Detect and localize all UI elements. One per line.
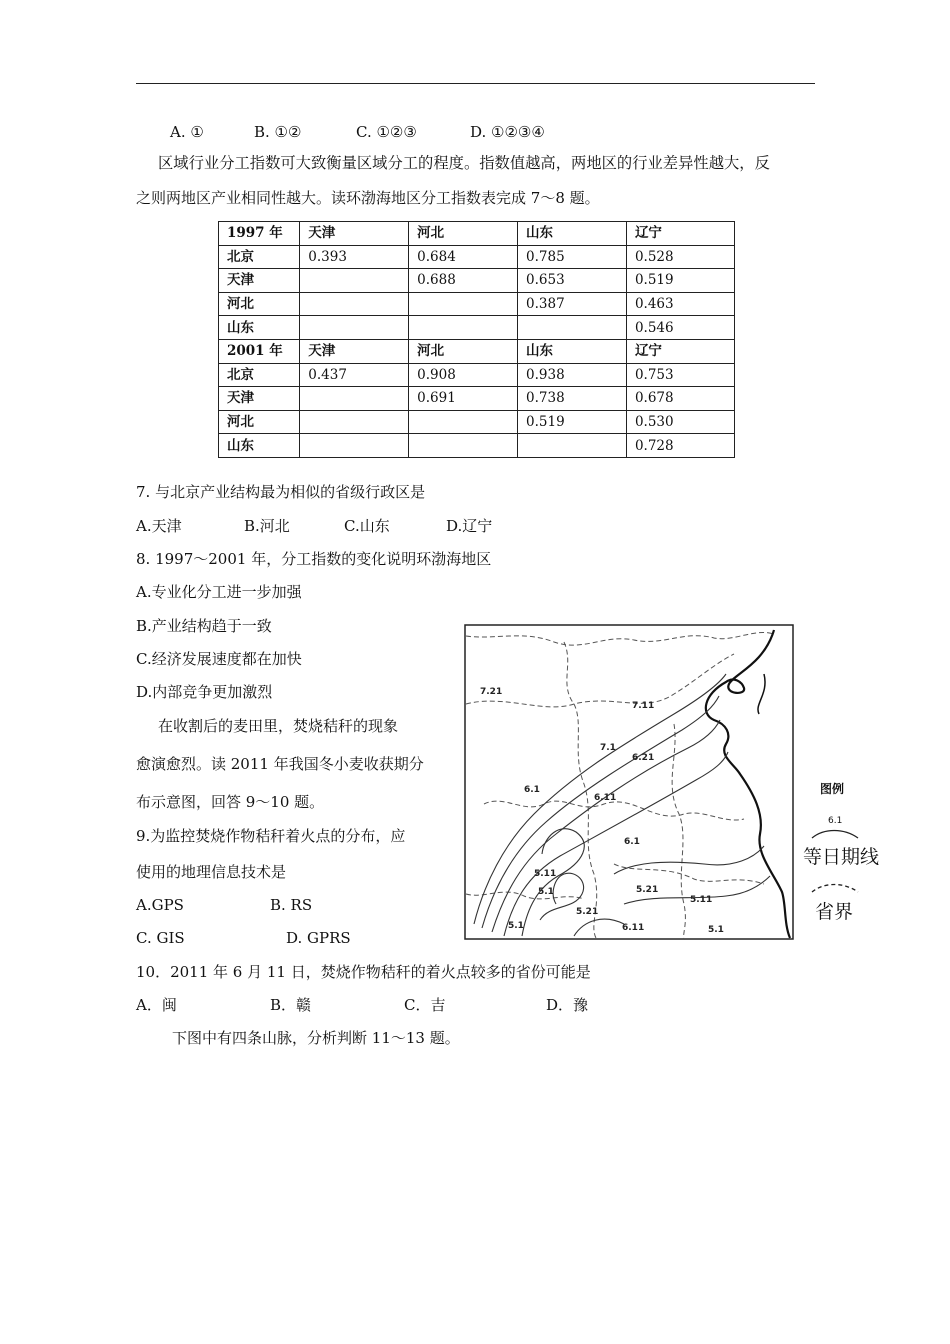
- q7-option-d: D.辽宁: [446, 517, 493, 535]
- table-cell: [409, 292, 518, 316]
- map-label-5: 6.1: [524, 785, 540, 795]
- table-cell: [409, 434, 518, 458]
- table-header-cell: 山东: [518, 222, 627, 246]
- table-cell: 0.519: [626, 269, 734, 293]
- q7-option-c: C.山东: [344, 517, 390, 535]
- q10-option-a: A．闽: [136, 996, 177, 1014]
- q9-stem-1: 9.为监控焚烧作物秸秆着火点的分布，应: [136, 827, 406, 845]
- table-cell: 0.463: [626, 292, 734, 316]
- table-header-cell: 2001 年: [219, 339, 300, 363]
- table-cell: [300, 316, 409, 340]
- q9-option-b: B. RS: [270, 896, 313, 914]
- table-cell: 0.546: [626, 316, 734, 340]
- q9-option-d: D. GPRS: [286, 929, 351, 947]
- table-row: [219, 410, 735, 434]
- table-row-label: 山东: [219, 316, 300, 340]
- q10-option-c: C．吉: [404, 996, 446, 1014]
- table-cell: [300, 410, 409, 434]
- map-label-15: 5.1: [708, 925, 724, 935]
- table-row-label: 天津: [219, 387, 300, 411]
- table-cell: 0.653: [518, 269, 627, 293]
- table-cell: 0.785: [518, 245, 627, 269]
- legend-boundary-sample: [810, 880, 860, 896]
- legend-boundary-label: 省界: [815, 901, 854, 923]
- q7-option-a: A.天津: [136, 517, 182, 535]
- division-index-table: [218, 221, 735, 458]
- table-row: [219, 387, 735, 411]
- prev-option-a: A. ①: [170, 123, 204, 141]
- table-row: [219, 245, 735, 269]
- table-row: [219, 269, 735, 293]
- prev-option-b: B. ①②: [254, 123, 302, 141]
- table-row-label: 山东: [219, 434, 300, 458]
- table-cell: 0.938: [518, 363, 627, 387]
- table-cell: 0.393: [300, 245, 409, 269]
- table-cell: [300, 434, 409, 458]
- table-cell: [300, 292, 409, 316]
- table-cell: 0.528: [626, 245, 734, 269]
- table-header-cell: 天津: [300, 222, 409, 246]
- q9-option-a: A.GPS: [136, 896, 184, 914]
- intro-line-2: 之则两地区产业相同性越大。读环渤海地区分工指数表完成 7～8 题。: [136, 189, 600, 207]
- legend-isoline-sample: [810, 826, 860, 840]
- table-row: [219, 363, 735, 387]
- q8-option-b: B.产业结构趋于一致: [136, 617, 272, 635]
- legend-title: 图例: [820, 782, 845, 796]
- map-label-1: 7.21: [480, 687, 503, 697]
- passage-line-2: 愈演愈烈。读 2011 年我国冬小麦收获期分: [136, 755, 424, 773]
- map-label-14: 6.11: [622, 923, 645, 933]
- table-cell: 0.728: [626, 434, 734, 458]
- table-cell: 0.437: [300, 363, 409, 387]
- table-row-label: 河北: [219, 292, 300, 316]
- table-header-row: [219, 222, 735, 246]
- table-cell: 0.530: [626, 410, 734, 434]
- table-header-row: [219, 339, 735, 363]
- intro-line-1: 区域行业分工指数可大致衡量区域分工的程度。指数值越高，两地区的行业差异性越大，反: [158, 154, 770, 172]
- next-intro: 下图中有四条山脉，分析判断 11～13 题。: [172, 1029, 460, 1047]
- map-label-13: 5.1: [508, 921, 524, 931]
- map-label-12: 5.11: [690, 895, 713, 905]
- prev-option-d: D. ①②③④: [470, 123, 545, 141]
- table-cell: [518, 434, 627, 458]
- table-header-cell: 山东: [518, 339, 627, 363]
- table-header-cell: 河北: [409, 222, 518, 246]
- q9-stem-2: 使用的地理信息技术是: [136, 863, 287, 881]
- table-cell: 0.684: [409, 245, 518, 269]
- table-cell: 0.753: [626, 363, 734, 387]
- table-cell: [300, 269, 409, 293]
- header-rule: [136, 83, 815, 84]
- map-label-4: 6.21: [632, 753, 655, 763]
- wheat-harvest-map: [464, 624, 794, 940]
- q7-stem: 7. 与北京产业结构最为相似的省级行政区是: [136, 483, 426, 501]
- prev-option-c: C. ①②③: [356, 123, 417, 141]
- map-label-9: 5.1: [538, 887, 554, 897]
- q8-option-d: D.内部竞争更加激烈: [136, 683, 273, 701]
- table-header-cell: 天津: [300, 339, 409, 363]
- map-label-2: 7.11: [632, 701, 655, 711]
- table-cell: 0.678: [626, 387, 734, 411]
- q7-option-b: B.河北: [244, 517, 290, 535]
- table-cell: [518, 316, 627, 340]
- table-header-cell: 辽宁: [626, 222, 734, 246]
- table-row-label: 北京: [219, 363, 300, 387]
- table-row-label: 河北: [219, 410, 300, 434]
- q9-option-c: C. GIS: [136, 929, 185, 947]
- q10-stem: 10．2011 年 6 月 11 日，焚烧作物秸秆的着火点较多的省份可能是: [136, 963, 591, 981]
- table-cell: 0.738: [518, 387, 627, 411]
- table-cell: [409, 410, 518, 434]
- map-label-7: 6.1: [624, 837, 640, 847]
- map-label-10: 5.21: [576, 907, 599, 917]
- passage-line-1: 在收割后的麦田里，焚烧秸秆的现象: [158, 717, 399, 735]
- q8-stem: 8. 1997～2001 年，分工指数的变化说明环渤海地区: [136, 550, 492, 568]
- table-row: [219, 316, 735, 340]
- legend-isoline-label: 等日期线: [803, 846, 880, 868]
- q10-option-b: B．赣: [270, 996, 312, 1014]
- table-cell: [300, 387, 409, 411]
- table-row: [219, 434, 735, 458]
- table-cell: [409, 316, 518, 340]
- legend-isoline-value: 6.1: [828, 816, 843, 826]
- table-cell: 0.908: [409, 363, 518, 387]
- table-cell: 0.688: [409, 269, 518, 293]
- table-cell: 0.387: [518, 292, 627, 316]
- table-row: [219, 292, 735, 316]
- q8-option-a: A.专业化分工进一步加强: [136, 583, 302, 601]
- passage-line-3: 布示意图，回答 9～10 题。: [136, 793, 325, 811]
- map-label-8: 5.11: [534, 869, 557, 879]
- map-label-11: 5.21: [636, 885, 659, 895]
- table-cell: 0.691: [409, 387, 518, 411]
- table-header-cell: 辽宁: [626, 339, 734, 363]
- table-header-cell: 河北: [409, 339, 518, 363]
- table-row-label: 北京: [219, 245, 300, 269]
- table-cell: 0.519: [518, 410, 627, 434]
- map-label-6: 6.11: [594, 793, 617, 803]
- q10-option-d: D．豫: [546, 996, 589, 1014]
- map-label-3: 7.1: [600, 743, 616, 753]
- q8-option-c: C.经济发展速度都在加快: [136, 650, 302, 668]
- table-row-label: 天津: [219, 269, 300, 293]
- table-header-cell: 1997 年: [219, 222, 300, 246]
